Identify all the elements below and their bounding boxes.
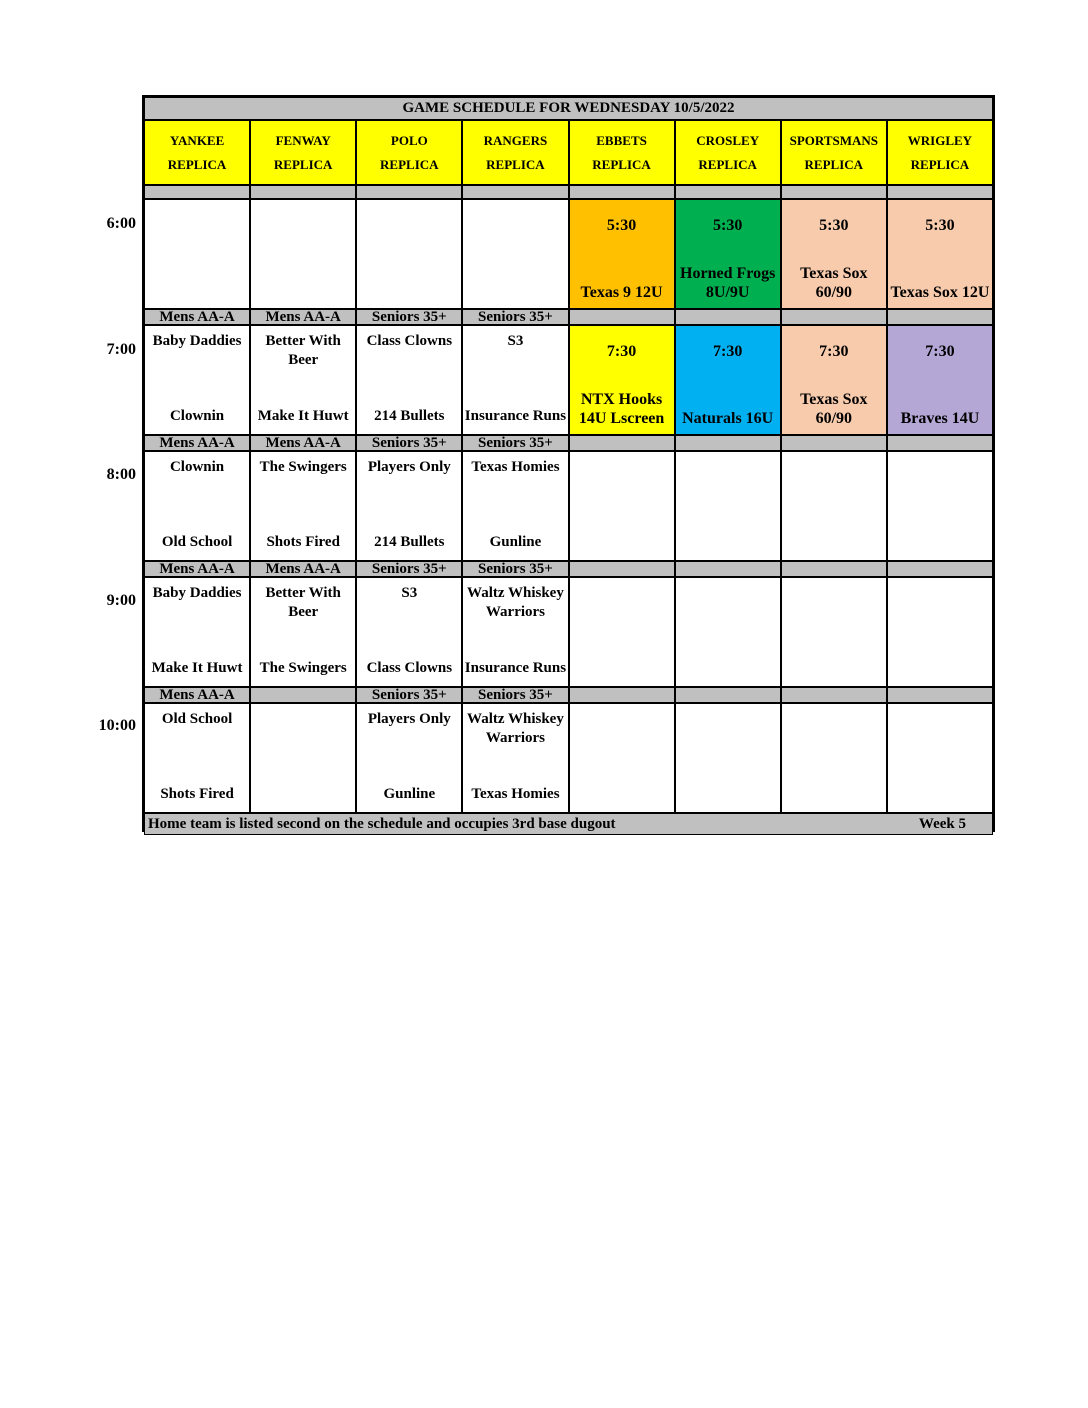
field-name: YANKEE: [169, 133, 225, 148]
game-cell: [675, 703, 781, 813]
game-line-1: Waltz Whiskey Warriors: [467, 585, 564, 620]
game-line-2: Braves 14U: [900, 410, 980, 427]
game-cell: [675, 325, 781, 435]
game-cell: [462, 451, 568, 561]
field-header: [356, 120, 462, 185]
field-header: [250, 120, 356, 185]
game-cell: [144, 703, 250, 813]
game-line-2: Insurance Runs: [464, 660, 567, 676]
game-line-1: 7:30: [925, 343, 955, 360]
game-line-2: Gunline: [383, 786, 436, 802]
game-cell: [675, 451, 781, 561]
game-cell: [356, 451, 462, 561]
division-label: Seniors 35+: [356, 561, 462, 577]
time-label: 8:00: [106, 466, 136, 483]
game-cell: [144, 577, 250, 687]
division-label: [781, 687, 887, 703]
division-label: Seniors 35+: [462, 435, 568, 451]
division-label: Mens AA-A: [144, 435, 250, 451]
division-label: Mens AA-A: [144, 561, 250, 577]
game-line-1: 7:30: [606, 343, 637, 360]
game-line-1: 5:30: [713, 217, 743, 234]
game-line-1: The Swingers: [259, 459, 347, 475]
division-label: Mens AA-A: [250, 561, 356, 577]
game-cell: [781, 451, 887, 561]
field-subtitle: REPLICA: [698, 157, 757, 172]
game-cell: [887, 577, 993, 687]
header-spacer: [781, 185, 887, 199]
game-cell: [462, 703, 568, 813]
division-label: [675, 687, 781, 703]
division-label: [887, 309, 993, 325]
schedule-table: [142, 95, 995, 832]
game-line-2: Insurance Runs: [464, 408, 567, 424]
game-line-2: Old School: [161, 534, 233, 550]
game-line-1: S3: [401, 585, 418, 601]
field-subtitle: REPLICA: [486, 157, 545, 172]
field-name: SPORTSMANS: [789, 133, 879, 148]
header-spacer: [887, 185, 993, 199]
game-line-1: 7:30: [819, 343, 849, 360]
game-line-2: Texas Sox 12U: [890, 284, 990, 301]
game-cell: [356, 325, 462, 435]
division-label: Seniors 35+: [462, 309, 568, 325]
division-label: [887, 561, 993, 577]
game-line-1: 7:30: [713, 343, 743, 360]
field-name: CROSLEY: [696, 133, 760, 148]
schedule-footer: [144, 813, 993, 835]
game-line-2: NTX Hooks 14U Lscreen: [578, 391, 665, 427]
division-label: [569, 687, 675, 703]
game-line-1: 5:30: [925, 217, 955, 234]
game-cell: [462, 577, 568, 687]
game-line-2: Clownin: [169, 408, 225, 424]
time-label: 6:00: [106, 215, 136, 232]
division-label: [781, 561, 887, 577]
game-line-2: Texas Sox 60/90: [800, 391, 868, 427]
game-line-1: Better With Beer: [265, 333, 341, 368]
header-spacer: [462, 185, 568, 199]
game-line-1: Class Clowns: [366, 333, 453, 349]
header-spacer: [250, 185, 356, 199]
schedule-title: GAME SCHEDULE FOR WEDNESDAY 10/5/2022: [144, 97, 993, 120]
division-label: [675, 561, 781, 577]
division-label: Seniors 35+: [462, 687, 568, 703]
header-spacer: [675, 185, 781, 199]
game-cell: [887, 199, 993, 309]
game-cell: [250, 703, 356, 813]
division-label: [781, 309, 887, 325]
division-label: [569, 435, 675, 451]
division-label: Mens AA-A: [250, 435, 356, 451]
field-subtitle: REPLICA: [273, 157, 333, 172]
game-line-2: Shots Fired: [160, 786, 234, 802]
division-label: Seniors 35+: [356, 435, 462, 451]
header-spacer: [569, 185, 675, 199]
division-label: [887, 435, 993, 451]
game-line-2: Class Clowns: [366, 660, 453, 676]
field-subtitle: REPLICA: [167, 157, 227, 172]
game-cell: [887, 325, 993, 435]
game-cell: [781, 577, 887, 687]
game-cell: [781, 325, 887, 435]
game-line-1: S3: [507, 333, 524, 349]
division-label: Mens AA-A: [144, 309, 250, 325]
footer-note: Home team is listed second on the schedule and occupies 3rd base dugout: [148, 815, 616, 832]
game-line-2: Gunline: [489, 534, 542, 550]
game-cell: [144, 325, 250, 435]
time-label: 9:00: [106, 592, 136, 609]
game-line-1: Better With Beer: [265, 585, 341, 620]
game-line-1: Baby Daddies: [152, 333, 242, 349]
game-cell: [569, 325, 675, 435]
game-cell: [250, 199, 356, 309]
time-label: 7:00: [106, 341, 136, 358]
game-line-2: Make It Huwt: [151, 660, 243, 676]
division-label: Mens AA-A: [144, 687, 250, 703]
field-header: [569, 120, 675, 185]
game-line-1: Waltz Whiskey Warriors: [467, 711, 564, 746]
game-line-2: 214 Bullets: [374, 534, 445, 550]
division-label: Seniors 35+: [462, 561, 568, 577]
game-cell: [887, 703, 993, 813]
game-cell: [356, 577, 462, 687]
game-line-2: Texas 9 12U: [580, 284, 663, 301]
game-cell: [250, 325, 356, 435]
field-subtitle: REPLICA: [380, 157, 439, 172]
division-label: [675, 435, 781, 451]
division-label: Mens AA-A: [250, 309, 356, 325]
field-subtitle: REPLICA: [804, 157, 864, 172]
game-cell: [675, 577, 781, 687]
division-label: Seniors 35+: [356, 309, 462, 325]
division-label: [675, 309, 781, 325]
division-label: [887, 687, 993, 703]
field-header: [462, 120, 568, 185]
game-cell: [887, 451, 993, 561]
game-cell: [144, 199, 250, 309]
game-cell: [462, 199, 568, 309]
game-line-1: Players Only: [367, 711, 451, 727]
week-label: Week 5: [918, 815, 966, 832]
division-label: Seniors 35+: [356, 687, 462, 703]
game-cell: [356, 703, 462, 813]
game-line-1: Baby Daddies: [152, 585, 242, 601]
field-header: [675, 120, 781, 185]
game-line-2: Texas Homies: [471, 786, 560, 802]
field-subtitle: REPLICA: [592, 157, 651, 172]
game-cell: [569, 577, 675, 687]
division-label: [781, 435, 887, 451]
game-cell: [250, 451, 356, 561]
field-name: POLO: [390, 133, 428, 148]
header-spacer: [144, 185, 250, 199]
game-line-2: Make It Huwt: [257, 408, 349, 424]
game-line-2: Texas Sox 60/90: [800, 265, 868, 301]
game-line-2: Horned Frogs 8U/9U: [680, 265, 776, 301]
field-header: [781, 120, 887, 185]
game-line-1: Old School: [161, 711, 233, 727]
game-line-1: Players Only: [367, 459, 451, 475]
division-label: [250, 687, 356, 703]
game-cell: [569, 199, 675, 309]
field-name: FENWAY: [275, 133, 331, 148]
time-label: 10:00: [98, 717, 136, 734]
division-label: [569, 561, 675, 577]
field-name: RANGERS: [483, 133, 548, 148]
game-cell: [675, 199, 781, 309]
game-line-1: Texas Homies: [471, 459, 560, 475]
game-cell: [781, 199, 887, 309]
field-name: EBBETS: [596, 133, 647, 148]
game-cell: [356, 199, 462, 309]
game-cell: [569, 703, 675, 813]
field-subtitle: REPLICA: [910, 157, 970, 172]
game-line-2: Naturals 16U: [682, 410, 774, 427]
game-line-1: 5:30: [606, 217, 637, 234]
field-header: [887, 120, 993, 185]
field-header: [144, 120, 250, 185]
game-line-1: Clownin: [169, 459, 225, 475]
game-line-1: 5:30: [819, 217, 849, 234]
field-name: WRIGLEY: [907, 133, 973, 148]
header-spacer: [356, 185, 462, 199]
game-line-2: Shots Fired: [266, 534, 340, 550]
game-line-2: The Swingers: [259, 660, 347, 676]
game-cell: [250, 577, 356, 687]
game-cell: [569, 451, 675, 561]
game-cell: [144, 451, 250, 561]
game-cell: [462, 325, 568, 435]
division-label: [569, 309, 675, 325]
game-line-2: 214 Bullets: [374, 408, 445, 424]
game-cell: [781, 703, 887, 813]
